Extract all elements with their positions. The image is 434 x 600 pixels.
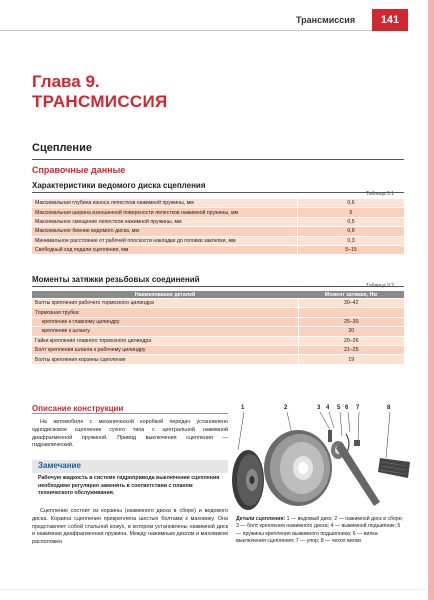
pressure-plate (264, 430, 332, 506)
table1-value: 5 (298, 208, 405, 217)
section-rule (32, 159, 404, 160)
table2-label: крепление к шлангу (32, 327, 298, 336)
clutch-parts-figure (230, 402, 430, 514)
table2-label: Тормозная трубка: (32, 308, 298, 317)
table2-value: 21–25 (298, 345, 404, 354)
header-rule (0, 30, 372, 31)
chapter-title: ТРАНСМИССИЯ (32, 92, 168, 111)
section-title: Сцепление (32, 142, 92, 154)
table2-label: Болт крепления шланга к рабочему цилиндру (32, 345, 298, 354)
table1-value: 0,5 (298, 217, 405, 226)
figure-caption (236, 516, 404, 546)
callout-6: 6 (345, 405, 349, 411)
table1 (32, 199, 404, 255)
table2-heading: Моменты затяжки резьбовых соединений (32, 275, 200, 284)
table2-value: 20 (298, 327, 404, 336)
table2-value: 19 (298, 355, 404, 364)
driven-disc (232, 450, 264, 510)
table1-value: 5–15 (298, 245, 405, 254)
page-number: 141 (372, 9, 408, 31)
note-text: Рабочую жидкость в системе гидропривода выключения сцепления необходимо регулярно заменять в соответствии с планом технического обслуживания. (38, 475, 220, 497)
chapter-number: Глава 9. (32, 72, 100, 91)
figure-caption-title: Детали сцепления: (236, 516, 286, 522)
table1-heading: Характеристики ведомого диска сцепления (32, 181, 206, 190)
reference-heading: Справочные данные (32, 165, 126, 175)
table1-value: 0,6 (298, 199, 405, 208)
table2-value: 30–42 (298, 299, 404, 308)
table1-rule (32, 192, 404, 193)
table2-col-name: Наименование деталей (32, 291, 298, 299)
table1-value: 0,3 (298, 236, 405, 245)
stop (354, 440, 360, 446)
description-paragraph-2: Сцепление состоит из корзины (нажимного диска в сборе) и ведомого диска. Корзина сцепления прикреплена шестью болтами к маховику. Она представляет собой стальной кожух, в котором установлены нажимной диск и нажимная диафрагменная пружина. Между нажимным диском и маховиком расположен (32, 508, 228, 546)
clutch-parts-illustration (230, 402, 430, 514)
table2-label: Болты крепления рабочего тормозного цилиндра (32, 299, 298, 308)
callout-7: 7 (356, 405, 360, 411)
description-title: Описание конструкции (32, 404, 124, 413)
table1-label: Максимальное смещение лепестков нажимной пружины, мм (32, 217, 298, 226)
table2-label: Гайки крепления главного тормозного цилиндра (32, 336, 298, 345)
table2-caption: Таблица 9.2 (366, 283, 394, 289)
table1-label: Максимальное биение ведомого диска, мм (32, 227, 298, 236)
description-paragraph-1: На автомобиле с механической коробкой передач установлено однодисковое сцепление сухого типа с центральной нажимной диафрагменной пружиной. Привод выключения сцепления — гидравлический. (32, 419, 228, 449)
callout-1: 1 (241, 405, 245, 411)
callout-5: 5 (337, 405, 341, 411)
description-rule (32, 413, 228, 414)
callout-8: 8 (387, 405, 391, 411)
table1-label: Максимальная глубина износа лепестков нажимной пружины, мм (32, 199, 298, 208)
table1-label: Свободный ход педали сцепления, мм (32, 245, 298, 254)
table2-label: Болты крепления корзины сцепления (32, 355, 298, 364)
table1-label: Максимальная ширина изношенной поверхности лепестков нажимной пружины, мм (32, 208, 298, 217)
bolt (328, 430, 332, 442)
table2-value: 20–26 (298, 336, 404, 345)
table2-label: крепление к главному цилиндру (32, 317, 298, 326)
note-title: Замечание (38, 461, 81, 470)
table2-value: 25–30 (298, 317, 404, 326)
table2-col-value: Момент затяжки, Нм (298, 291, 404, 299)
table1-caption: Таблица 9.1 (366, 191, 394, 197)
footer-rule (0, 589, 428, 590)
running-title: Трансмиссия (296, 15, 356, 25)
table2 (32, 291, 404, 365)
figure-caption-text: 1 — ведомый диск; 2 — нажимной диск в сборе; 3 — болт крепления нажимного диска; 4 — выжимной подшипник; 5 — пружины крепления выжимного подшипника; 6 — вилка выключения сцепления; 7 — упор; 8 — чехол вилки (236, 516, 404, 545)
callout-2: 2 (284, 405, 288, 411)
release-fork (336, 442, 380, 506)
table2-value (298, 308, 404, 317)
table2-rule (32, 286, 404, 287)
callout-3: 3 (317, 405, 321, 411)
table1-label: Минимальное расстояние от рабочей плоскости накладки до головки заклепки, мм (32, 236, 298, 245)
table1-value: 0,8 (298, 227, 405, 236)
callout-4: 4 (326, 405, 330, 411)
